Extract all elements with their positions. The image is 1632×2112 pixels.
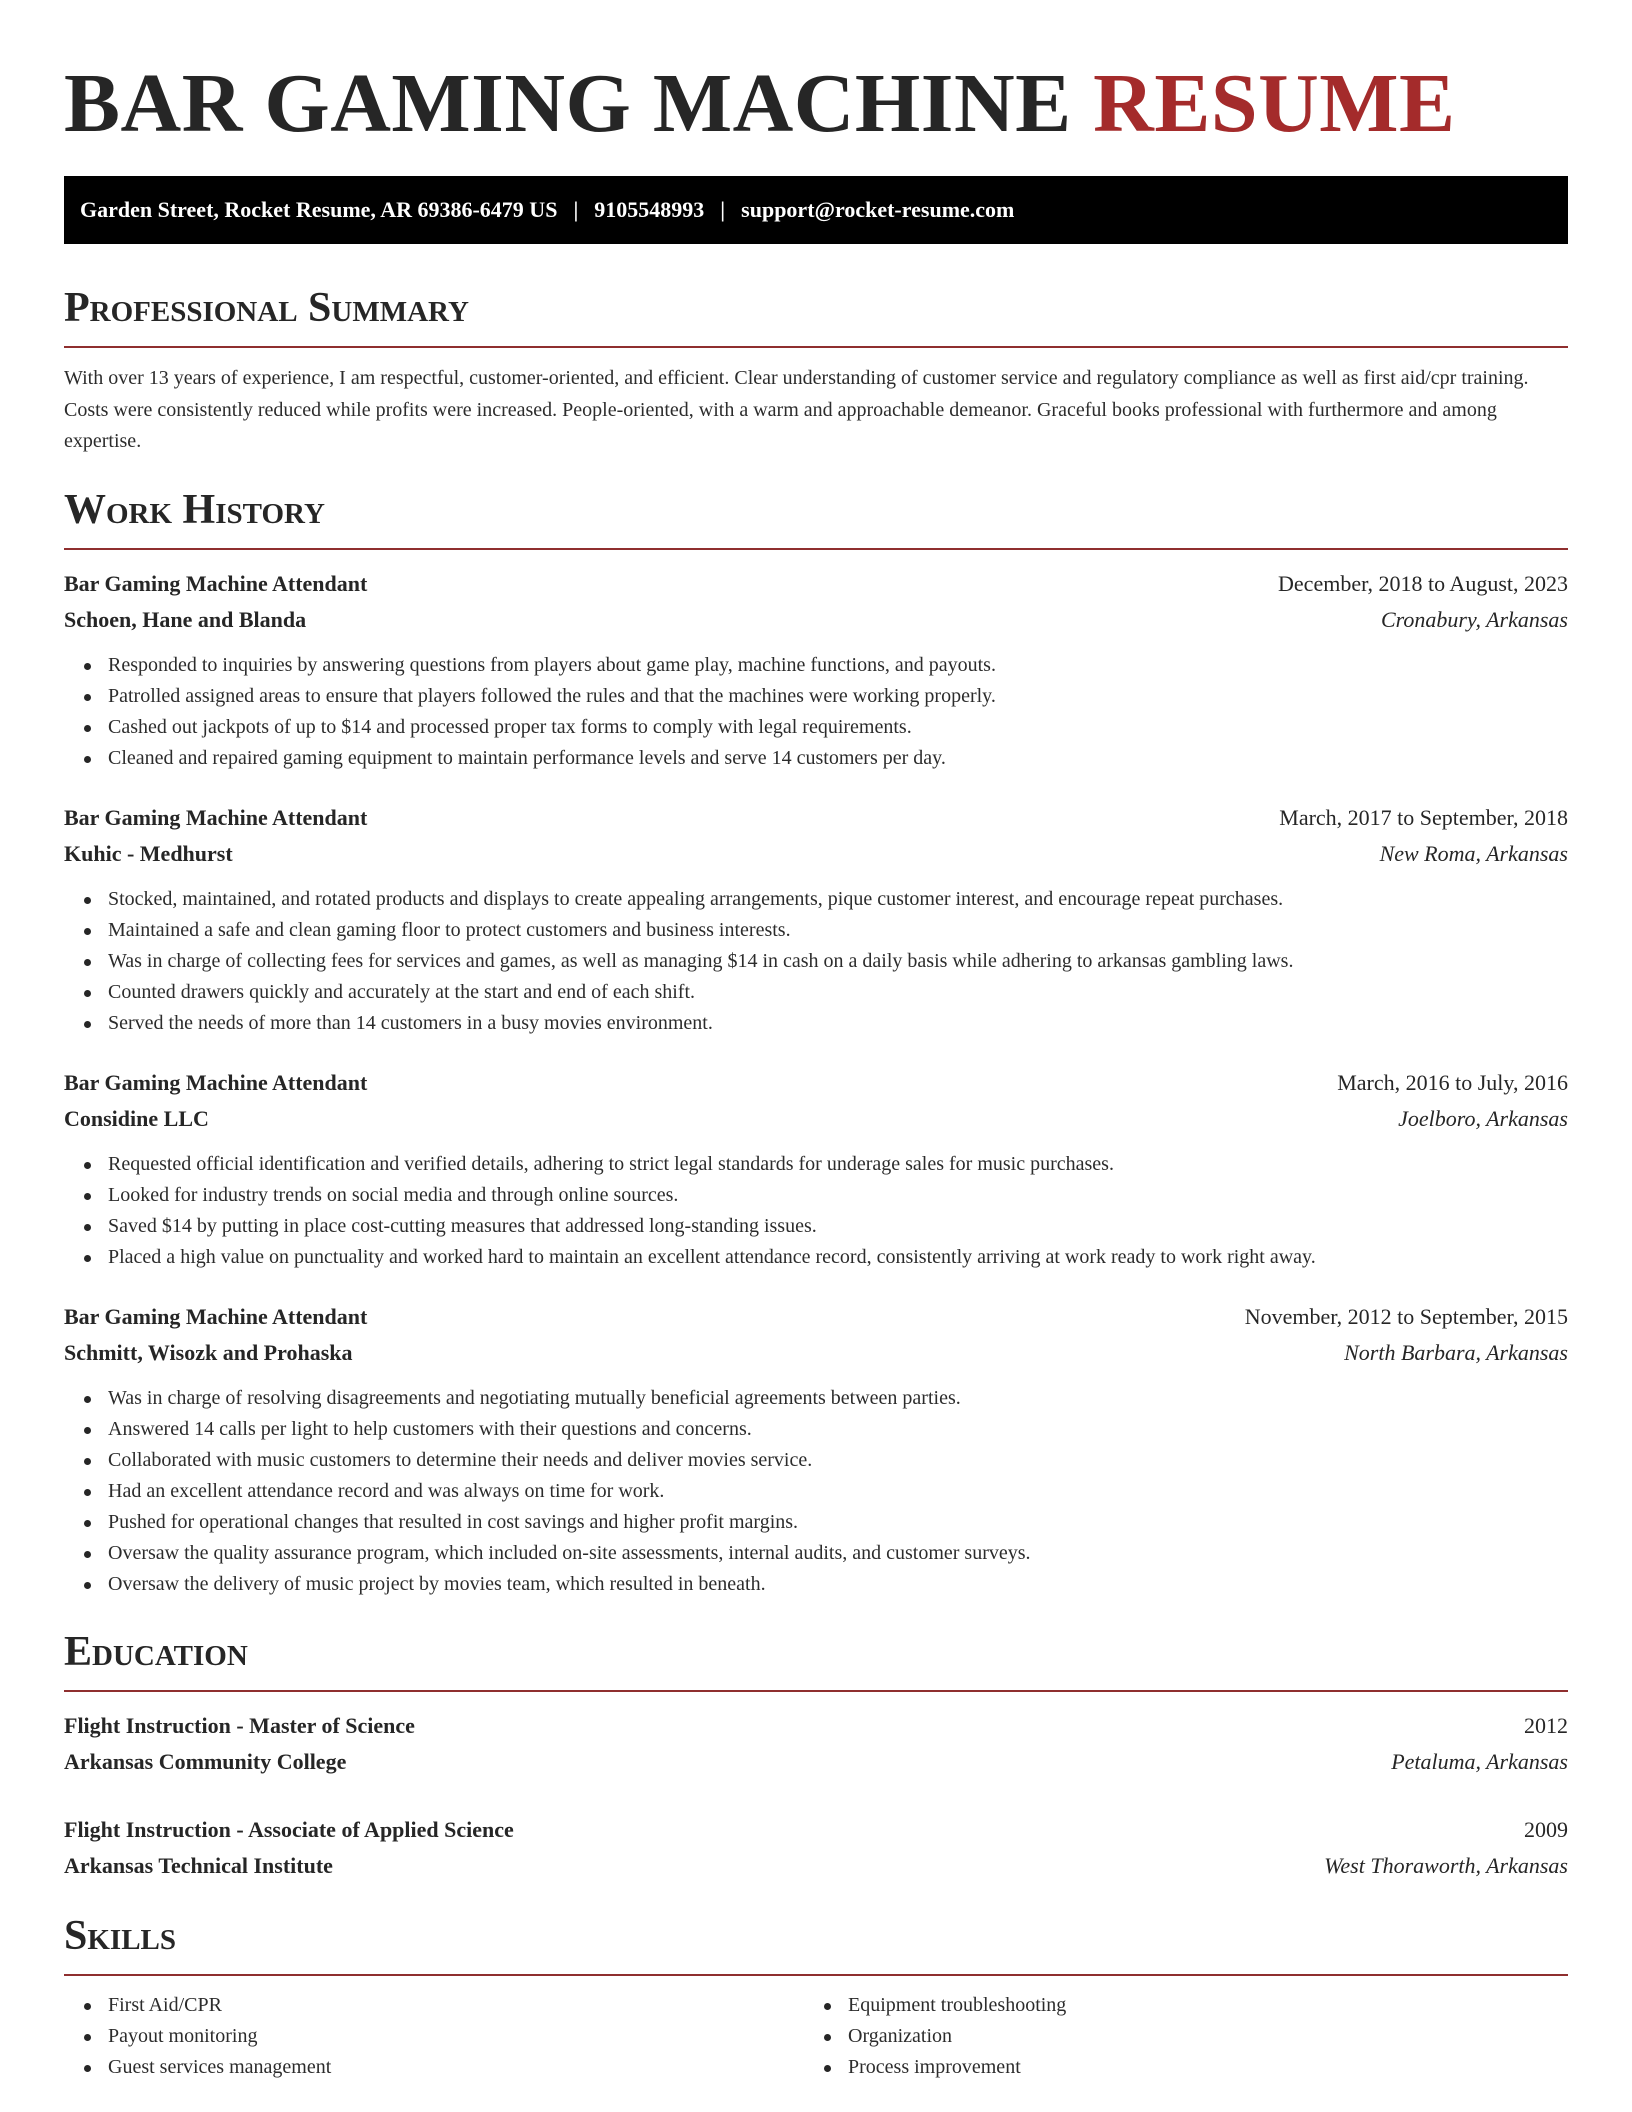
contact-email: support@rocket-resume.com [741,197,1015,222]
skills-list [64,1990,804,2083]
summary-section [64,284,1568,458]
contact-phone: 9105548993 [594,197,705,222]
resume-content [64,0,1568,2083]
job-bullet: Oversaw the delivery of music project by movies team, which resulted in beneath. [64,1569,1568,1600]
education-school-row [64,1848,1568,1884]
job-bullets [64,650,1568,774]
education-entry [64,1812,1568,1884]
job-location: New Roma, Arkansas [1379,840,1568,866]
skills-column-right [804,1990,1544,2083]
job-location: Joelboro, Arkansas [1398,1105,1568,1131]
job-dates: November, 2012 to September, 2015 [1244,1303,1568,1329]
job-dates: December, 2018 to August, 2023 [1278,570,1568,596]
job-company: Schoen, Hane and Blanda [64,606,307,632]
job-bullet: Patrolled assigned areas to ensure that players followed the rules and that the machines were working properly. [64,681,1568,712]
education-year: 2009 [1524,1816,1568,1842]
job-bullets [64,1149,1568,1273]
job-bullet: Was in charge of resolving disagreements and negotiating mutually beneficial agreements between parties. [64,1383,1568,1414]
summary-heading: Professional Summary [64,285,469,331]
education-location: West Thoraworth, Arkansas [1324,1852,1568,1878]
resume-title-accent: RESUME [1093,57,1456,150]
job-company-row [64,836,1568,872]
work-history-section [64,486,1568,1600]
skill-item: Process improvement [804,2052,1544,2083]
education-school: Arkansas Community College [64,1748,347,1774]
job-bullets [64,1383,1568,1600]
job-dates: March, 2016 to July, 2016 [1337,1069,1568,1095]
job-location: Cronabury, Arkansas [1380,606,1568,632]
resume-title [64,56,1568,152]
job-dates: March, 2017 to September, 2018 [1279,804,1568,830]
contact-address: Garden Street, Rocket Resume, AR 69386-6479 US [80,197,558,222]
education-location: Petaluma, Arkansas [1391,1748,1568,1774]
job-location: North Barbara, Arkansas [1344,1339,1568,1365]
education-entry [64,1708,1568,1780]
contact-bar [64,176,1568,244]
job-entry [64,1065,1568,1273]
job-bullet: Stocked, maintained, and rotated products and displays to create appealing arrangements, pique customer interest, and encourage repeat purchases. [64,884,1568,915]
contact-separator: | [720,197,726,222]
education-section [64,1628,1568,1884]
job-bullet: Cashed out jackpots of up to $14 and processed proper tax forms to comply with legal requirements. [64,712,1568,743]
job-bullet: Looked for industry trends on social media and through online sources. [64,1180,1568,1211]
job-company: Kuhic - Medhurst [64,840,233,866]
education-school: Arkansas Technical Institute [64,1852,333,1878]
education-header-row [64,1812,1568,1848]
job-company: Considine LLC [64,1105,209,1131]
job-entry [64,566,1568,774]
job-entry [64,1299,1568,1600]
skills-section [64,1912,1568,2083]
job-bullet: Served the needs of more than 14 customers in a busy movies environment. [64,1008,1568,1039]
education-school-row [64,1744,1568,1780]
job-bullet: Saved $14 by putting in place cost-cutting measures that addressed long-standing issues. [64,1211,1568,1242]
job-bullet: Answered 14 calls per light to help customers with their questions and concerns. [64,1414,1568,1445]
skills-column-left [64,1990,804,2083]
education-degree: Flight Instruction - Associate of Applied Science [64,1816,514,1842]
job-company-row [64,602,1568,638]
resume-title-main: BAR GAMING MACHINE [64,57,1072,150]
skill-item: Equipment troubleshooting [804,1990,1544,2021]
skills-grid [64,1990,1568,2083]
skill-item: Payout monitoring [64,2021,804,2052]
skill-item: First Aid/CPR [64,1990,804,2021]
job-header-row [64,566,1568,602]
job-bullet: Responded to inquiries by answering questions from players about game play, machine functions, and payouts. [64,650,1568,681]
contact-separator: | [573,197,579,222]
job-bullet: Oversaw the quality assurance program, which included on-site assessments, internal audits, and customer surveys. [64,1538,1568,1569]
job-bullet: Requested official identification and verified details, adhering to strict legal standards for underage sales for music purchases. [64,1149,1568,1180]
job-title: Bar Gaming Machine Attendant [64,1303,368,1329]
job-bullet: Had an excellent attendance record and was always on time for work. [64,1476,1568,1507]
job-header-row [64,1299,1568,1335]
job-bullet: Placed a high value on punctuality and worked hard to maintain an excellent attendance record, consistently arriving at work ready to work right away. [64,1242,1568,1273]
job-bullet: Counted drawers quickly and accurately at the start and end of each shift. [64,977,1568,1008]
skill-item: Guest services management [64,2052,804,2083]
job-header-row [64,800,1568,836]
skills-list [804,1990,1544,2083]
job-bullet: Pushed for operational changes that resulted in cost savings and higher profit margins. [64,1507,1568,1538]
skills-heading: Skills [64,1912,177,1959]
job-company-row [64,1101,1568,1137]
job-bullet: Cleaned and repaired gaming equipment to maintain performance levels and serve 14 customers per day. [64,743,1568,774]
job-bullet: Was in charge of collecting fees for services and games, as well as managing $14 in cash on a daily basis while adhering to arkansas gambling laws. [64,946,1568,977]
education-degree: Flight Instruction - Master of Science [64,1712,415,1738]
work-history-heading: Work History [64,486,325,533]
education-heading: Education [64,1628,248,1675]
job-bullets [64,884,1568,1039]
job-header-row [64,1065,1568,1101]
section-divider [64,1974,1568,1976]
job-entry [64,800,1568,1039]
section-divider [64,548,1568,550]
skill-item: Organization [804,2021,1544,2052]
education-year: 2012 [1524,1712,1568,1738]
education-header-row [64,1708,1568,1744]
job-bullet: Maintained a safe and clean gaming floor to protect customers and business interests. [64,915,1568,946]
job-company: Schmitt, Wisozk and Prohaska [64,1339,353,1365]
summary-text: With over 13 years of experience, I am respectful, customer-oriented, and efficient. Clear understanding of customer service and regulatory compliance as well as first aid/cpr training. Costs were consistently reduced while profits were increased. People-oriented, with a warm and approachable demeanor. Graceful books professional with furthermore and among expertise. [64,367,1529,452]
section-divider [64,346,1568,348]
job-title: Bar Gaming Machine Attendant [64,1069,368,1095]
job-title: Bar Gaming Machine Attendant [64,804,368,830]
job-bullet: Collaborated with music customers to determine their needs and deliver movies service. [64,1445,1568,1476]
job-title: Bar Gaming Machine Attendant [64,570,368,596]
job-company-row [64,1335,1568,1371]
section-divider [64,1690,1568,1692]
